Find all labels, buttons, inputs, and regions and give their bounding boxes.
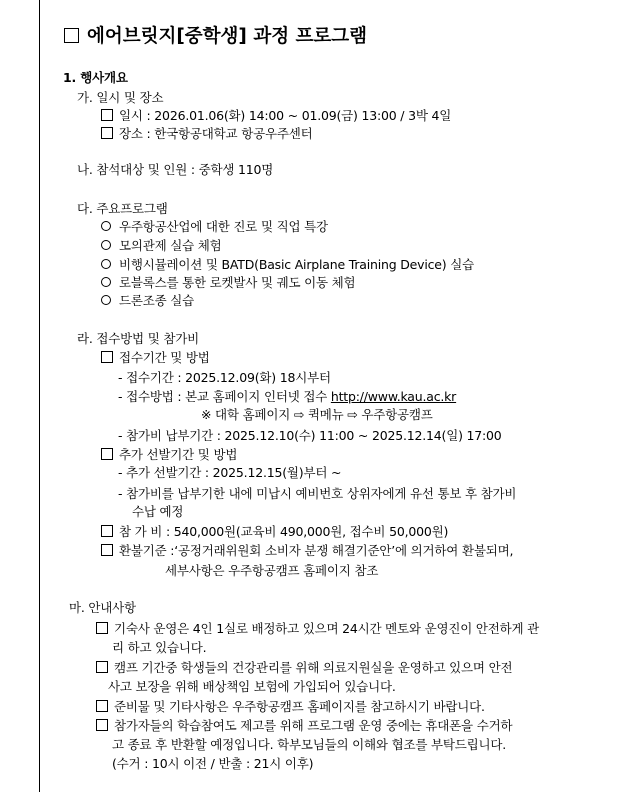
page-title: 에어브릿지[중학생] 과정 프로그램 [64,25,367,49]
event-date: 일시 : 2026.01.06(화) 14:00 ~ 01.09(금) 13:00 / 3박 4일 [101,108,451,124]
section-heading: 1. 행사개요 [63,70,128,85]
notice-item: 참가자들의 학습참여도 제고를 위해 프로그램 운영 중에는 휴대폰을 수거하 [96,718,512,734]
circle-bullet-icon [101,277,111,287]
subsection-heading-na: 나. 참석대상 및 인원 : 중학생 110명 [77,162,274,177]
reception-method: - 접수방법 : 본교 홈페이지 인터넷 접수 http://www.kau.ac.kr [118,389,457,404]
reception-heading: 접수기간 및 방법 [101,350,210,366]
subsection-heading-ga: 가. 일시 및 장소 [77,90,164,105]
checkbox-icon [101,525,113,537]
extra-period: - 추가 선발기간 : 2025.12.15(월)부터 ~ [118,465,342,480]
circle-bullet-icon [101,240,111,250]
program-item: 드론조종 실습 [101,293,194,309]
program-item: 비행시뮬레이션 및 BATD(Basic Airplane Training Device) 실습 [101,257,474,273]
payment-period: - 참가비 납부기간 : 2025.12.10(수) 11:00 ~ 2025.12.14(일) 17:00 [118,428,502,443]
notice-item-cont: 고 종료 후 반환할 예정입니다. 학부모님들의 이해와 협조를 부탁드립니다. [112,737,506,752]
refund-policy-cont: 세부사항은 우주항공캠프 홈페이지 참조 [165,563,379,578]
notice-item: 캠프 기간중 학생들의 건강관리를 위해 의료지원실을 운영하고 있으며 안전 [96,660,512,676]
checkbox-icon [96,700,108,712]
checkbox-icon [96,622,108,634]
program-item: 우주항공산업에 대한 진로 및 직업 특강 [101,219,328,235]
notice-item-cont: 리 하고 있습니다. [112,640,207,655]
subsection-heading-ra: 라. 접수방법 및 참가비 [77,331,199,346]
subsection-heading-ma: 마. 안내사항 [69,600,136,615]
checkbox-icon [101,109,113,121]
notice-item-cont: (수거 : 10시 이전 / 반출 : 21시 이후) [112,756,314,771]
checkbox-icon [101,544,113,556]
notice-item: 기숙사 운영은 4인 1실로 배정하고 있으며 24시간 멘토와 운영진이 안전하게 관 [96,621,539,637]
checkbox-icon [96,719,108,731]
program-item: 로블록스를 통한 로켓발사 및 궤도 이동 체험 [101,275,355,291]
checkbox-icon [64,28,79,43]
extra-note: - 참가비를 납부기한 내에 미납시 예비번호 상위자에게 유선 통보 후 참가비 [118,486,517,501]
checkbox-icon [101,127,113,139]
extra-note-cont: 수납 예정 [132,504,184,519]
homepage-link[interactable]: http://www.kau.ac.kr [330,389,457,404]
reception-path: ※ 대학 홈페이지 ⇨ 퀵메뉴 ⇨ 우주항공캠프 [201,407,433,422]
refund-policy: 환불기준 :‘공정거래위원회 소비자 분쟁 해결기준안’에 의거하여 환불되며, [101,543,513,559]
notice-item-cont: 사고 보장을 위해 배상책임 보험에 가입되어 있습니다. [108,679,396,694]
checkbox-icon [101,351,113,363]
program-item: 모의관제 실습 체험 [101,238,222,254]
notice-item: 준비물 및 기타사항은 우주항공캠프 홈페이지를 참고하시기 바랍니다. [96,699,485,715]
reception-period: - 접수기간 : 2025.12.09(화) 18시부터 [118,370,331,385]
event-place: 장소 : 한국항공대학교 항공우주센터 [101,126,312,142]
circle-bullet-icon [101,221,111,231]
subsection-heading-da: 다. 주요프로그램 [77,201,168,216]
fee: 참 가 비 : 540,000원(교육비 490,000원, 접수비 50,000원) [101,524,448,540]
checkbox-icon [96,661,108,673]
circle-bullet-icon [101,295,111,305]
extra-heading: 추가 선발기간 및 방법 [101,447,237,463]
circle-bullet-icon [101,259,111,269]
checkbox-icon [101,448,113,460]
